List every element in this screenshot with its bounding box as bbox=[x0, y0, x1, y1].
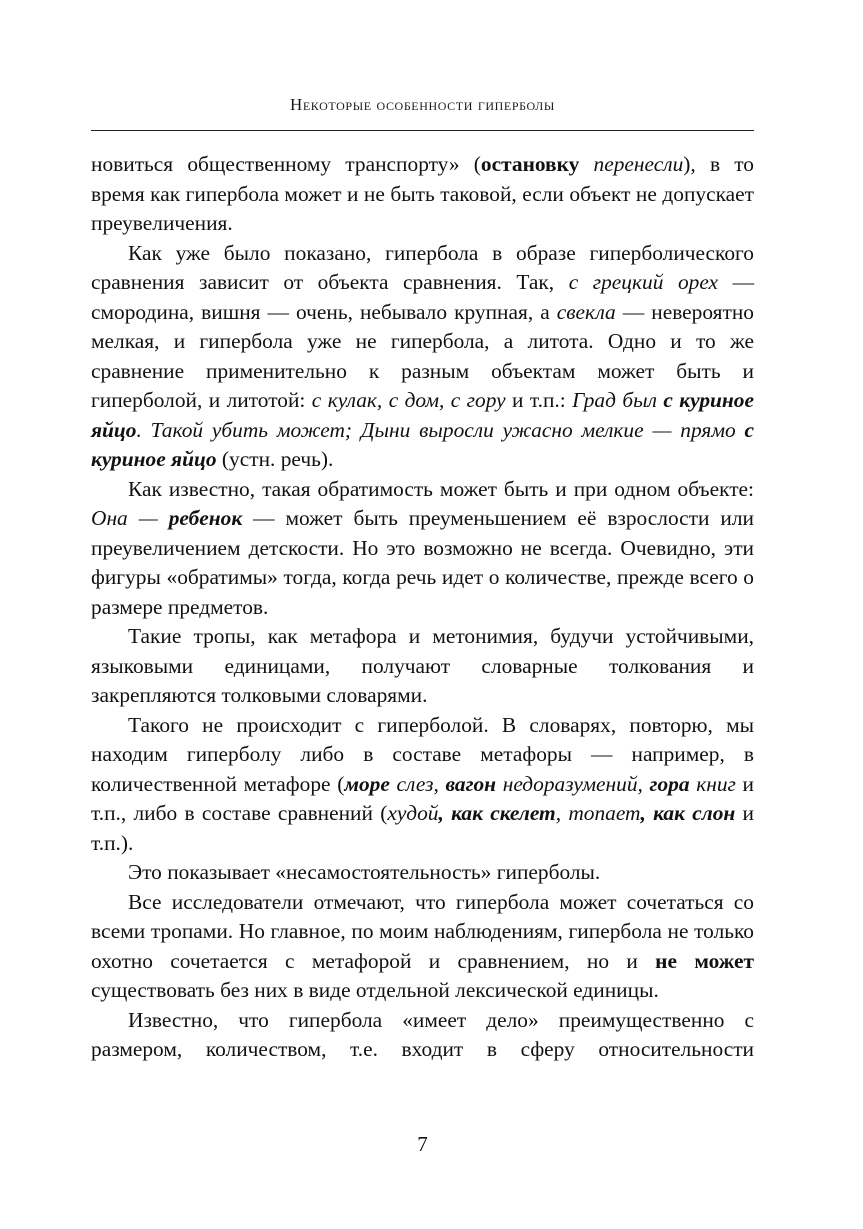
text-run: свекла bbox=[556, 299, 616, 324]
text-run: вагон bbox=[445, 771, 497, 796]
text-run: — невероятно мелкая, и гипербола уже не гипербола, а литота. Одно и то же сравнение применительно к разным объектам может быть и гиперболой, и литотой: bbox=[91, 299, 754, 412]
text-run: , как скелет bbox=[438, 801, 556, 825]
text-run: Известно, что гипербола «имеет дело» преимущественно с размером, количеством, т.е. входит в сферу относительности bbox=[91, 1007, 754, 1061]
text-run: гора bbox=[649, 771, 690, 796]
text-run: худой bbox=[387, 801, 439, 825]
text-run: существовать без них в виде отдельной лексической единицы. bbox=[91, 978, 659, 1002]
text-run: Как известно, такая обратимость может быть и при одном объекте: bbox=[128, 476, 754, 501]
text-run: перенесли bbox=[593, 152, 684, 176]
text-run: с кулак, с дом, с гору bbox=[311, 388, 506, 412]
paragraph bbox=[91, 475, 754, 623]
text-run: Это показывает «несамостоятельность» гиперболы. bbox=[128, 860, 601, 884]
text-run: ребенок bbox=[168, 506, 243, 530]
text-run: Такого не происходит с гиперболой. В словарях, повторю, мы находим гиперболу либо в составе метафоры — например, в количественной метафоре ( bbox=[91, 712, 754, 796]
text-run: Она — bbox=[91, 506, 169, 530]
text-run: — смородина, вишня — очень, небывало крупная, а bbox=[91, 270, 754, 324]
text-run: не может bbox=[655, 948, 754, 973]
paragraph bbox=[91, 1006, 754, 1065]
text-run: и т.п.: bbox=[505, 388, 573, 412]
paragraph bbox=[91, 888, 754, 1006]
paragraph bbox=[91, 622, 754, 711]
text-run: и т.п., либо в составе сравнений ( bbox=[91, 771, 754, 825]
paragraph bbox=[91, 858, 754, 888]
text-run: ), в то время как гипербола может и не быть таковой, если объект не допускает преувеличения. bbox=[91, 152, 754, 235]
running-header: Некоторые особенности гиперболы bbox=[290, 95, 555, 114]
header-rule bbox=[91, 130, 754, 131]
paragraph bbox=[91, 239, 754, 475]
text-run: Такие тропы, как метафора и метонимия, будучи устойчивыми, языковыми единицами, получают словарные толкования и закрепляются толковыми словарями. bbox=[91, 624, 754, 707]
text-run: книг bbox=[689, 771, 736, 796]
text-run: Все исследователи отмечают, что гипербола может сочетаться со всеми тропами. Но главное, по моим наблюдениям, гипербола не только охотно сочетается с метафорой и сравнением, но и bbox=[91, 889, 754, 973]
text-run: — может быть преуменьшением её взрослости или преувеличением детскости. Но это возможно не всегда. Очевидно, эти фигуры «обратимы» тогда, когда речь идет о количестве, прежде всего о размере предметов. bbox=[91, 506, 754, 619]
book-page bbox=[91, 0, 754, 1229]
text-run: , топает bbox=[555, 801, 641, 825]
text-run: с куриное яйцо bbox=[91, 388, 754, 442]
text-run: , как слон bbox=[640, 801, 736, 825]
text-run: Как уже было показано, гипербола в образе гиперболического сравнения зависит от объекта сравнения. Так, bbox=[91, 240, 754, 294]
text-run: с грецкий орех bbox=[568, 270, 719, 294]
text-run: и т.п.). bbox=[91, 801, 755, 855]
text-run: Град был bbox=[572, 388, 664, 412]
text-run: остановку bbox=[480, 152, 580, 176]
paragraph bbox=[91, 150, 754, 239]
text-run: слез, bbox=[389, 771, 446, 796]
page-number: 7 bbox=[417, 1132, 428, 1156]
body-text bbox=[91, 150, 754, 1065]
text-run: с куриное яйцо bbox=[91, 417, 754, 471]
paragraph bbox=[91, 711, 754, 859]
text-run: недоразумений, bbox=[496, 771, 650, 796]
text-run bbox=[579, 152, 593, 176]
text-run: море bbox=[344, 771, 390, 796]
text-run: . Такой убить может; Дыни выросли ужасно мелкие — прямо bbox=[136, 417, 745, 442]
text-run: (устн. речь). bbox=[216, 447, 334, 471]
text-run: новиться общественному транспорту» ( bbox=[91, 152, 481, 176]
